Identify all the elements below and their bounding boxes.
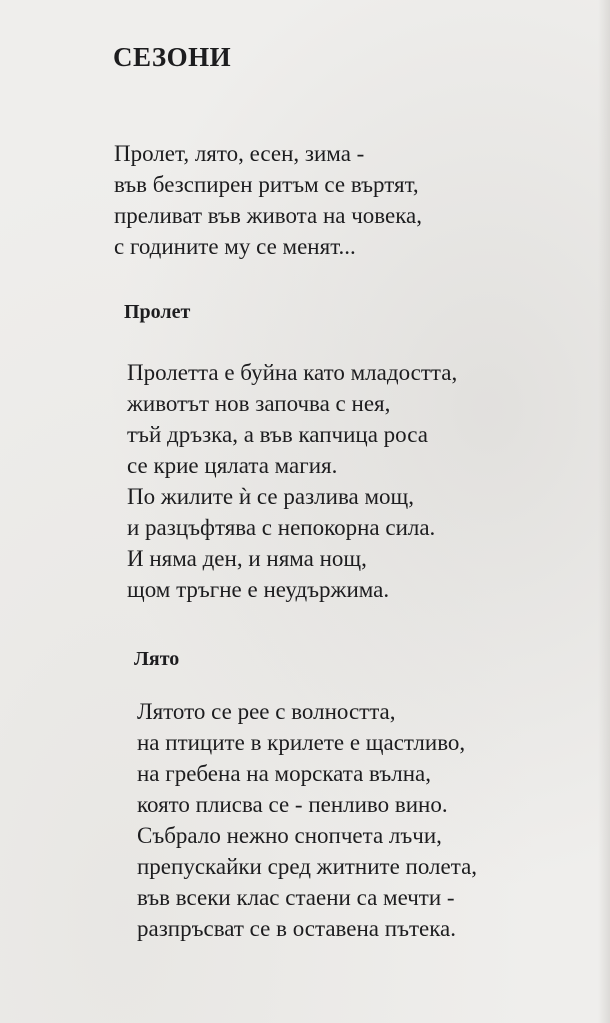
stanza-line: Събрало нежно снопчета лъчи,: [137, 823, 442, 848]
stanza-line: се крие цялата магия.: [127, 453, 338, 478]
spring-stanza: [127, 357, 457, 605]
stanza-line: тъй дръзка, а във капчица роса: [127, 422, 428, 447]
stanza-line: щом тръгне е неудържима.: [127, 577, 390, 602]
stanza-line: Пролет, лято, есен, зима -: [114, 141, 365, 166]
summer-heading: Лято: [134, 648, 180, 670]
page-edge: [598, 0, 610, 1023]
stanza-line: която плисва се - пенливо вино.: [137, 792, 448, 817]
stanza-line: преливат във живота на човека,: [114, 203, 423, 228]
stanza-line: във всеки клас стаени са мечти -: [137, 885, 455, 910]
stanza-line: и разцъфтява с непокорна сила.: [127, 515, 436, 540]
stanza-line: животът нов започва с нея,: [127, 391, 391, 416]
stanza-line: Лятото се рее с волността,: [137, 699, 396, 724]
stanza-line: с годините му се менят...: [114, 234, 356, 259]
stanza-line: на птиците в крилете е щастливо,: [137, 730, 466, 755]
stanza-line: По жилите ѝ се разлива мощ,: [127, 484, 414, 509]
stanza-line: разпръсват се в оставена пътека.: [137, 916, 457, 941]
poem-title: СЕЗОНИ: [113, 42, 232, 72]
stanza-line: на гребена на морската вълна,: [137, 761, 431, 786]
summer-stanza: [137, 696, 477, 944]
intro-stanza: [114, 138, 422, 262]
stanza-line: във безспирен ритъм се въртят,: [114, 172, 419, 197]
stanza-line: препускайки сред житните полета,: [137, 854, 478, 879]
stanza-line: И няма ден, и няма нощ,: [127, 546, 367, 571]
stanza-line: Пролетта е буйна като младостта,: [127, 360, 458, 385]
spring-heading: Пролет: [124, 301, 191, 323]
